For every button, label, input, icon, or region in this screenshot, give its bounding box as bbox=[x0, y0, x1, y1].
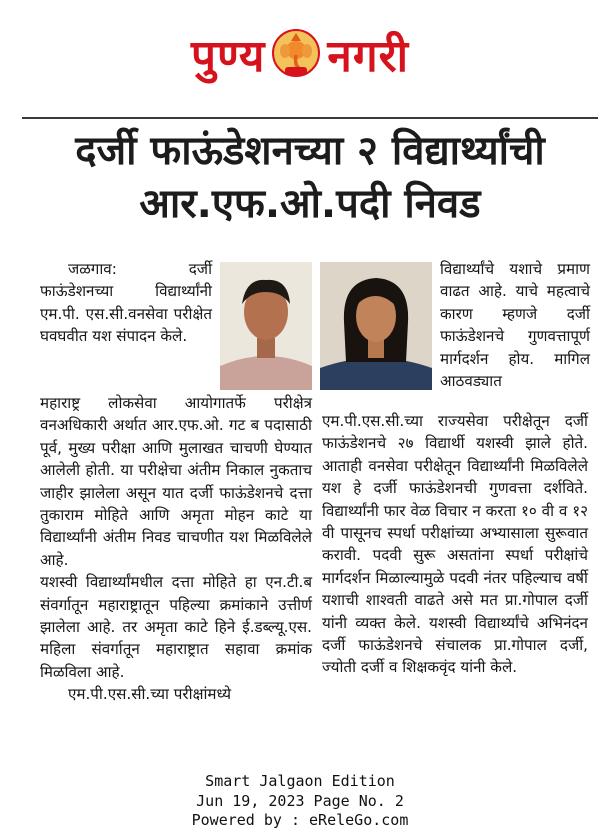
powered-by-link[interactable]: Powered by : eReleGo.com bbox=[191, 811, 409, 829]
person-photo-icon bbox=[220, 262, 312, 390]
masthead bbox=[0, 0, 600, 108]
header-divider bbox=[22, 117, 598, 119]
edition-date-page: Jun 19, 2023 Page No. 2 bbox=[196, 791, 404, 810]
headline-line-2: आर.एफ.ओ.पदी निवड bbox=[139, 181, 481, 227]
article-column-right-top bbox=[440, 258, 590, 392]
article-column-left-top bbox=[40, 258, 212, 348]
article-headline bbox=[22, 125, 598, 231]
ganesha-emblem-icon bbox=[271, 23, 321, 85]
article-column-left-bottom bbox=[40, 392, 312, 706]
edition-footer bbox=[0, 772, 600, 831]
article-paragraph: एम.पी.एस.सी.च्या राज्यसेवा परीक्षेतून दर्जी फाऊंडेशनचे २७ विद्यार्थी यशस्वी झाले होते. आताही वनसेवा परीक्षेतून विद्यार्थ्यांनी मिळविलेले यश हे दर्जी फाऊंडेशनची गुणवत्ता दर्शविते. विद्यार्थ्यांनी फार वेळ विचार न करता १० वी व १२ वी पासूनच स्पर्धा परीक्षांच्या अभ्यासाला सुरूवात करावी. पदवी सुरू असतांना स्पर्धा परीक्षांचे मार्गदर्शन मिळाल्यामुळे पदवी नंतर पहिल्याच वर्षी यशाची शाश्वती वाढते असे मत प्रा.गोपाल दर्जी यांनी व्यक्त केले. यशस्वी विद्यार्थ्यांचे अभिनंदन दर्जी फाऊंडेशनचे संचालक प्रा.गोपाल दर्जी, ज्योती दर्जी व शिक्षकवृंद यांनी केले. bbox=[322, 412, 588, 677]
edition-name: Smart Jalgaon Edition bbox=[205, 772, 395, 790]
article-column-right-bottom bbox=[322, 410, 588, 679]
article-intro: जळगाव: दर्जी फाऊंडेशनच्या विद्यार्थ्यांनी एम.पी. एस.सी.वनसेवा परीक्षेत घवघवीत यश संपादन केले. bbox=[40, 260, 212, 346]
photo-datta-mohite bbox=[220, 262, 312, 390]
article-paragraph: विद्यार्थ्यांचे यशाचे प्रमाण वाढत आहे. याचे महत्वाचे कारण म्हणजे दर्जी फाऊंडेशनचे गुणवत्तापूर्ण मार्गदर्शन होय. मागिल आठवड्यात bbox=[440, 260, 590, 391]
headline-line-1: दर्जी फाऊंडेशनच्या २ विद्यार्थ्यांची bbox=[75, 128, 545, 174]
article-paragraph: यशस्वी विद्यार्थ्यांमधील दत्ता मोहिते हा एन.टी.ब संवर्गातून महाराष्ट्रातून पहिल्या क्रमांकाने उत्तीर्ण झालेला आहे. तर अमृता काटे हिने ई.डब्ल्यू.एस. महिला संवर्गातून महाराष्ट्रात सहावा क्रमांक मिळविला आहे. bbox=[40, 573, 312, 681]
article-paragraph: एम.पी.एस.सी.च्या परीक्षांमध्ये bbox=[68, 685, 231, 704]
person-photo-icon bbox=[320, 262, 432, 390]
article-paragraph: महाराष्ट्र लोकसेवा आयोगातर्फे परीक्षेत्र वनअधिकारी अर्थात आर.एफ.ओ. गट ब पदासाठी पूर्व, मुख्य परीक्षा आणि मुलाखत चाचणी घेण्यात आलेली होती. या परीक्षेचा अंतीम निकाल नुकताच जाहीर झालेला असून यात दर्जी फाऊंडेशनचे दत्ता तुकाराम मोहिते आणि अमृता मोहन काटे या विद्यार्थ्यांनी अंतीम निवड चाचणीत यश मिळविलेले आहे. bbox=[40, 394, 312, 569]
photo-amruta-kate bbox=[320, 262, 432, 390]
masthead-left-word: पुण्य bbox=[190, 31, 266, 82]
masthead-right-word: नगरी bbox=[327, 31, 409, 82]
